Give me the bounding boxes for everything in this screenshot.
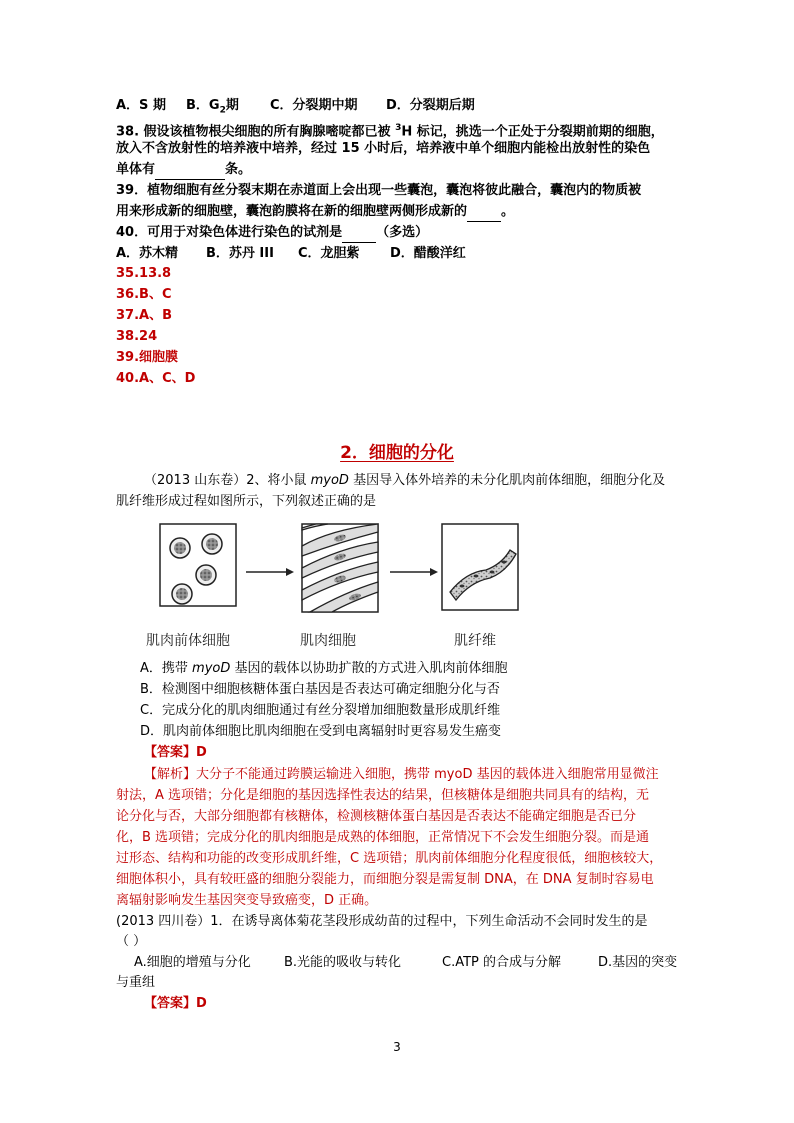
page-number: 3 xyxy=(393,1040,401,1054)
option-c: C．龙胆紫 xyxy=(298,246,360,261)
answer-blank xyxy=(342,228,376,243)
sd-option-b: B．检测图中细胞核糖体蛋白基因是否表达可确定细胞分化与否 xyxy=(140,682,500,697)
option-d: D．分裂期后期 xyxy=(386,98,475,113)
label-fiber: 肌纤维 xyxy=(454,633,496,649)
q40-options xyxy=(116,244,466,264)
sd-answer: 【答案】D xyxy=(144,745,207,760)
analysis-line: 离辐射影响发生基因突变导致癌变，D 正确。 xyxy=(116,893,378,908)
analysis-line: 论分化与否，大部分细胞都有核糖体，检测核糖体蛋白基因是否表达不能确定细胞是否已分 xyxy=(116,809,637,824)
option-c: C.ATP 的合成与分解 xyxy=(442,955,562,970)
q38-line1: 38. 假设该植物根尖细胞的所有胸腺嘧啶都已被 $^3$H 标记，挑选一个正处于分裂期前期的细胞， xyxy=(116,123,664,140)
sd-option-a: A．携带 myoD 基因的载体以协助扩散的方式进入肌肉前体细胞 xyxy=(140,661,508,676)
analysis-line: 细胞体积小，具有较旺盛的细胞分裂能力，而细胞分裂是需复制 DNA，在 DNA 复制时容易电 xyxy=(116,872,654,887)
answer-38: 38.24 xyxy=(116,329,158,344)
q40-line1: 40．可用于对染色体进行染色的试剂是 （多选） xyxy=(116,223,428,243)
section-title: 2．细胞的分化 xyxy=(340,443,454,463)
analysis-line: 射法，A 选项错；分化是细胞的基因选择性表达的结果，但核糖体是细胞共同具有的结构，无 xyxy=(116,788,650,803)
shandong-question-line2: 肌纤维形成过程如图所示，下列叙述正确的是 xyxy=(116,494,377,509)
precursor-cell xyxy=(196,565,216,585)
q38-line3: 单体有 条。 xyxy=(116,160,251,180)
option-a: A.细胞的增殖与分化 xyxy=(134,955,251,970)
sichuan-options xyxy=(134,953,677,973)
q38-line2: 放入不含放射性的培养液中培养，经过 15 小时后，培养液中单个细胞内能检出放射性的染色 xyxy=(116,141,651,156)
analysis-line: 过形态、结构和功能的改变形成肌纤维，C 选项错；肌肉前体细胞分化程度很低，细胞核较大， xyxy=(116,851,663,866)
option-b: B.光能的吸收与转化 xyxy=(284,955,402,970)
option-b: B．$G_2$期 xyxy=(186,98,239,116)
precursor-cell xyxy=(202,534,222,554)
label-muscle-cell: 肌肉细胞 xyxy=(300,633,356,649)
answer-blank xyxy=(467,207,501,222)
option-d: D．醋酸洋红 xyxy=(390,246,466,261)
q39-line2: 用来形成新的细胞壁，囊泡韵膜将在新的细胞壁两侧形成新的 。 xyxy=(116,202,514,222)
label-precursor: 肌肉前体细胞 xyxy=(146,633,230,649)
answer-36: 36.B、C xyxy=(116,287,172,302)
cell-differentiation-figure xyxy=(140,520,560,650)
answer-35: 35.13.8 xyxy=(116,266,172,281)
precursor-cell xyxy=(172,584,192,604)
q39-line1: 39．植物细胞有丝分裂末期在赤道面上会出现一些囊泡，囊泡将彼此融合，囊泡内的物质被 xyxy=(116,183,642,198)
sichuan-question-line1: (2013 四川卷）1．在诱导离体菊花茎段形成幼苗的过程中，下列生命活动不会同时发生的是 xyxy=(116,914,648,929)
shandong-question-line1: （2013 山东卷）2、将小鼠 myoD 基因导入体外培养的未分化肌肉前体细胞，细胞分化及 xyxy=(144,473,666,488)
option-d: D.基因的突变 xyxy=(598,955,678,970)
option-a: A．苏木精 xyxy=(116,246,179,261)
analysis-line: 化，B 选项错；完成分化的肌肉细胞是成熟的体细胞，正常情况下不会发生细胞分裂。而是通 xyxy=(116,830,650,845)
answer-40: 40.A、C、D xyxy=(116,371,196,386)
option-a: A．S 期 xyxy=(116,98,166,113)
answer-39: 39.细胞膜 xyxy=(116,350,179,365)
answer-blank xyxy=(155,165,225,180)
precursor-cell xyxy=(170,538,190,558)
sd-option-d: D．肌肉前体细胞比肌肉细胞在受到电离辐射时更容易发生癌变 xyxy=(140,724,502,739)
sd-option-c: C．完成分化的肌肉细胞通过有丝分裂增加细胞数量形成肌纤维 xyxy=(140,703,501,718)
sichuan-question-line2: （ ） xyxy=(116,934,147,949)
analysis-line: 【解析】大分子不能通过跨膜运输进入细胞，携带 myoD 基因的载体进入细胞常用显微注 xyxy=(144,767,659,782)
option-c: C．分裂期中期 xyxy=(270,98,358,113)
sc-answer: 【答案】D xyxy=(144,996,207,1011)
sichuan-question-line4: 与重组 xyxy=(116,975,156,990)
answer-37: 37.A、B xyxy=(116,308,172,323)
option-b: B．苏丹 III xyxy=(206,246,274,261)
q37-options xyxy=(116,96,475,121)
